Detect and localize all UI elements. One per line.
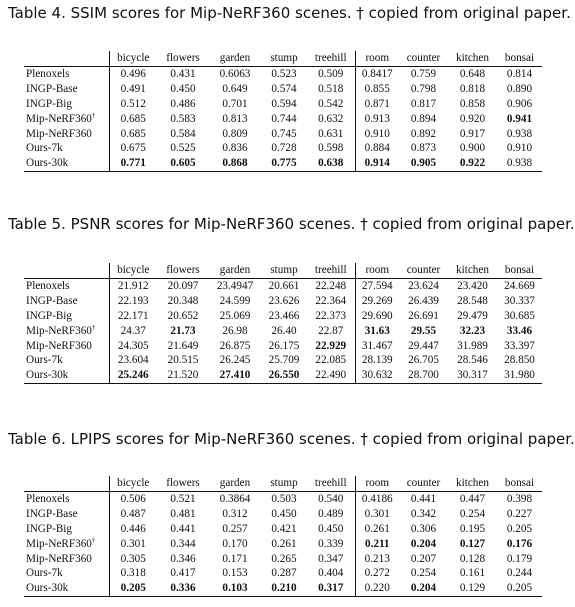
score-cell: 0.441 (170, 522, 196, 535)
score-cell: 23.420 (457, 279, 488, 292)
score-cell: 0.171 (222, 552, 248, 565)
table-row (24, 82, 542, 97)
score-cell: 0.261 (355, 522, 399, 537)
row-label: Ours-7k (26, 142, 63, 155)
score-cell: 0.873 (410, 142, 437, 155)
score-cell: 0.318 (109, 566, 157, 581)
score-cell: 0.8417 (355, 66, 399, 81)
row-label: Mip-NeRF360† (26, 322, 96, 337)
score-cell: 0.301 (355, 507, 399, 522)
score-cell: 0.161 (459, 567, 486, 580)
score-cell: 0.922 (448, 156, 497, 171)
table-row (24, 324, 542, 339)
column-header-stump: stump (261, 476, 307, 491)
score-cell: 0.728 (271, 142, 297, 155)
score-cell: 0.503 (271, 492, 297, 505)
score-cell: 0.265 (271, 552, 297, 565)
score-cell: 0.421 (271, 522, 297, 535)
score-cell: 0.210 (261, 581, 307, 596)
score-cell: 0.220 (355, 581, 399, 596)
column-header-kitchen: kitchen (448, 476, 497, 491)
score-cell: 27.594 (355, 278, 399, 293)
column-header-bonsai: bonsai (497, 476, 542, 491)
score-cell: 22.364 (315, 294, 347, 307)
column-header-flowers: flowers (157, 476, 209, 491)
score-cell: 0.127 (459, 537, 486, 550)
score-cell: 22.490 (307, 368, 355, 383)
score-cell: 21.649 (167, 339, 199, 352)
score-cell: 0.509 (318, 67, 344, 80)
column-header-counter: counter (399, 263, 448, 278)
corner-cell (24, 51, 109, 66)
row-label: Plenoxels (26, 492, 70, 505)
table-caption: Table 4. SSIM scores for Mip-NeRF360 scenes. † copied from original paper. (8, 4, 571, 22)
score-cell: 0.892 (410, 127, 437, 140)
score-cell: 23.624 (408, 279, 439, 292)
score-cell: 0.594 (271, 97, 297, 110)
score-cell: 33.397 (504, 339, 535, 352)
dagger-mark: † (91, 110, 96, 119)
score-cell: 0.312 (222, 507, 248, 520)
column-header-flowers: flowers (157, 51, 209, 66)
score-cell: 22.87 (318, 324, 344, 337)
table-row (24, 537, 542, 552)
score-cell: 0.813 (222, 112, 248, 125)
row-label: INGP-Base (26, 82, 78, 95)
score-cell: 30.685 (504, 309, 535, 322)
column-header-treehill: treehill (307, 476, 355, 491)
score-cell: 0.481 (170, 507, 196, 520)
column-header-counter: counter (399, 51, 448, 66)
score-cell: 0.632 (318, 112, 344, 125)
score-cell: 0.486 (170, 97, 196, 110)
column-header-kitchen: kitchen (448, 263, 497, 278)
table-row (24, 368, 542, 383)
column-header-bonsai: bonsai (497, 51, 542, 66)
score-cell: 31.980 (497, 368, 542, 383)
score-cell: 23.466 (268, 309, 300, 322)
score-cell: 0.817 (410, 97, 437, 110)
column-header-bonsai: bonsai (497, 263, 542, 278)
score-cell: 0.584 (170, 127, 196, 140)
table-6 (24, 476, 542, 597)
score-cell: 0.153 (222, 567, 248, 580)
score-cell: 0.450 (170, 82, 196, 95)
score-cell: 0.771 (109, 156, 157, 171)
row-label: INGP-Big (26, 97, 72, 110)
column-header-room: room (355, 263, 399, 278)
score-cell: 0.447 (459, 492, 486, 505)
column-header-stump: stump (261, 51, 307, 66)
score-cell: 0.317 (307, 581, 355, 596)
score-cell: 0.894 (410, 112, 437, 125)
score-cell: 22.248 (315, 279, 347, 292)
corner-cell (24, 263, 109, 278)
table-row (24, 552, 542, 567)
score-cell: 0.685 (109, 112, 157, 127)
column-header-garden: garden (209, 263, 261, 278)
score-cell: 0.129 (448, 581, 497, 596)
score-cell: 0.540 (318, 492, 344, 505)
column-header-bicycle: bicycle (109, 263, 157, 278)
score-cell: 0.638 (307, 156, 355, 171)
corner-cell (24, 476, 109, 491)
table-row (24, 112, 542, 127)
score-cell: 0.685 (109, 127, 157, 142)
score-cell: 22.085 (315, 354, 347, 367)
score-cell: 0.809 (222, 127, 248, 140)
dagger-mark: † (91, 535, 96, 544)
score-cell: 24.37 (109, 324, 157, 339)
score-cell: 0.798 (410, 82, 437, 95)
row-label: Ours-7k (26, 354, 63, 367)
score-cell: 26.439 (408, 294, 439, 307)
score-cell: 28.548 (457, 294, 488, 307)
score-cell: 0.244 (506, 567, 533, 580)
score-cell: 0.128 (459, 552, 486, 565)
score-cell: 0.506 (109, 491, 157, 506)
score-cell: 0.525 (170, 142, 196, 155)
score-cell: 20.652 (167, 309, 199, 322)
score-cell: 0.489 (318, 507, 344, 520)
column-header-flowers: flowers (157, 263, 209, 278)
score-cell: 0.938 (506, 127, 533, 140)
table-row (24, 294, 542, 309)
score-cell: 0.431 (170, 67, 196, 80)
score-cell: 0.179 (506, 552, 533, 565)
row-label: Ours-30k (24, 368, 109, 383)
score-cell: 0.917 (459, 127, 486, 140)
score-cell: 0.910 (355, 127, 399, 142)
table-row (24, 141, 542, 156)
row-label: Mip-NeRF360 (26, 552, 92, 565)
score-cell: 0.858 (459, 97, 486, 110)
score-cell: 24.599 (219, 294, 251, 307)
score-cell: 0.450 (271, 507, 297, 520)
row-label: Mip-NeRF360† (26, 110, 96, 125)
score-cell: 0.649 (222, 82, 248, 95)
table-row (24, 581, 542, 596)
score-cell: 0.205 (109, 581, 157, 596)
table-row (24, 97, 542, 112)
score-cell: 29.690 (355, 309, 399, 324)
score-cell: 26.691 (408, 309, 439, 322)
score-cell: 22.171 (109, 309, 157, 324)
score-cell: 0.287 (271, 567, 297, 580)
score-cell: 29.55 (410, 324, 437, 337)
score-cell: 23.4947 (216, 279, 254, 292)
score-cell: 28.850 (504, 354, 535, 367)
score-cell: 0.542 (318, 97, 344, 110)
table-row (24, 339, 542, 354)
score-cell: 21.912 (109, 278, 157, 293)
score-cell: 0.583 (170, 112, 196, 125)
score-cell: 32.23 (459, 324, 486, 337)
score-cell: 0.836 (222, 142, 248, 155)
column-header-room: room (355, 51, 399, 66)
score-cell: 0.914 (355, 156, 399, 171)
column-header-kitchen: kitchen (448, 51, 497, 66)
score-cell: 0.818 (459, 82, 486, 95)
table-row (24, 491, 542, 506)
score-cell: 26.98 (222, 324, 248, 337)
column-header-garden: garden (209, 476, 261, 491)
score-cell: 28.546 (457, 354, 488, 367)
column-header-stump: stump (261, 263, 307, 278)
score-cell: 0.205 (506, 522, 533, 535)
score-cell: 20.348 (167, 294, 199, 307)
score-cell: 0.306 (410, 522, 437, 535)
table-5 (24, 263, 542, 384)
score-cell: 20.515 (167, 354, 199, 367)
column-header-treehill: treehill (307, 263, 355, 278)
score-cell: 30.317 (448, 368, 497, 383)
score-cell: 0.336 (157, 581, 209, 596)
score-cell: 22.373 (315, 309, 347, 322)
score-cell: 31.63 (355, 324, 399, 339)
score-cell: 0.675 (109, 141, 157, 156)
score-cell: 0.745 (271, 127, 297, 140)
score-cell: 0.648 (459, 67, 486, 80)
score-cell: 28.700 (399, 368, 448, 383)
score-cell: 0.701 (222, 97, 248, 110)
column-header-bicycle: bicycle (109, 476, 157, 491)
column-header-garden: garden (209, 51, 261, 66)
row-label: Ours-30k (24, 581, 109, 596)
score-cell: 0.884 (355, 141, 399, 156)
score-cell: 0.261 (271, 537, 297, 550)
score-cell: 0.905 (399, 156, 448, 171)
score-cell: 0.205 (497, 581, 542, 596)
column-header-treehill: treehill (307, 51, 355, 66)
row-label: Plenoxels (26, 279, 70, 292)
score-cell: 26.245 (219, 354, 251, 367)
table-caption: Table 5. PSNR scores for Mip-NeRF360 scenes. † copied from original paper. (8, 215, 575, 233)
score-cell: 0.254 (410, 567, 437, 580)
score-cell: 25.709 (268, 354, 300, 367)
score-cell: 0.913 (355, 112, 399, 127)
score-cell: 29.269 (355, 294, 399, 309)
table-row (24, 309, 542, 324)
column-header-counter: counter (399, 476, 448, 491)
score-cell: 0.254 (459, 507, 486, 520)
score-cell: 0.868 (209, 156, 261, 171)
score-cell: 0.855 (355, 82, 399, 97)
score-cell: 0.521 (170, 492, 196, 505)
score-cell: 0.207 (410, 552, 437, 565)
score-cell: 0.446 (109, 522, 157, 537)
score-cell: 23.626 (268, 294, 300, 307)
score-cell: 26.40 (271, 324, 297, 337)
score-cell: 0.900 (459, 142, 486, 155)
score-cell: 0.4186 (355, 491, 399, 506)
score-cell: 31.989 (457, 339, 488, 352)
row-label: Plenoxels (26, 67, 70, 80)
table-row (24, 66, 542, 81)
score-cell: 0.305 (109, 552, 157, 567)
score-cell: 0.227 (506, 507, 533, 520)
score-cell: 0.744 (271, 112, 297, 125)
row-label: Ours-30k (24, 156, 109, 171)
score-cell: 0.775 (261, 156, 307, 171)
score-cell: 0.272 (355, 566, 399, 581)
score-cell: 0.631 (318, 127, 344, 140)
column-header-room: room (355, 476, 399, 491)
score-cell: 27.410 (209, 368, 261, 383)
table-row (24, 507, 542, 522)
score-cell: 20.661 (268, 279, 300, 292)
score-cell: 0.346 (170, 552, 196, 565)
score-cell: 0.906 (506, 97, 533, 110)
score-cell: 30.337 (504, 294, 535, 307)
table-4 (24, 51, 542, 172)
row-label: INGP-Big (26, 309, 72, 322)
score-cell: 28.139 (355, 353, 399, 368)
score-cell: 0.890 (506, 82, 533, 95)
score-cell: 0.204 (399, 581, 448, 596)
score-cell: 0.344 (170, 537, 196, 550)
score-cell: 0.496 (109, 66, 157, 81)
score-cell: 0.598 (318, 142, 344, 155)
score-cell: 23.604 (109, 353, 157, 368)
score-cell: 0.759 (410, 67, 437, 80)
score-cell: 25.246 (109, 368, 157, 383)
score-cell: 0.523 (271, 67, 297, 80)
row-label: INGP-Big (26, 522, 72, 535)
dagger-mark: † (91, 322, 96, 331)
score-cell: 0.176 (506, 537, 533, 550)
score-cell: 0.574 (271, 82, 297, 95)
score-cell: 0.518 (318, 82, 344, 95)
score-cell: 0.487 (109, 507, 157, 522)
score-cell: 21.73 (170, 324, 196, 337)
score-cell: 0.814 (506, 67, 533, 80)
score-cell: 0.347 (318, 552, 344, 565)
score-cell: 25.069 (219, 309, 251, 322)
score-cell: 0.339 (318, 537, 344, 550)
score-cell: 26.175 (268, 339, 300, 352)
score-cell: 29.447 (408, 339, 439, 352)
score-cell: 0.3864 (219, 492, 251, 505)
score-cell: 30.632 (355, 368, 399, 383)
column-header-bicycle: bicycle (109, 51, 157, 66)
score-cell: 26.875 (219, 339, 251, 352)
score-cell: 0.920 (459, 112, 486, 125)
score-cell: 0.941 (506, 112, 533, 125)
table-row (24, 353, 542, 368)
score-cell: 0.512 (109, 97, 157, 112)
score-cell: 26.705 (408, 354, 439, 367)
score-cell: 20.097 (167, 279, 199, 292)
row-label: Mip-NeRF360 (26, 127, 92, 140)
score-cell: 0.605 (157, 156, 209, 171)
score-cell: 0.170 (222, 537, 248, 550)
score-cell: 24.669 (504, 279, 535, 292)
table-row (24, 522, 542, 537)
table-row (24, 156, 542, 171)
score-cell: 0.910 (506, 142, 533, 155)
score-cell: 0.195 (459, 522, 486, 535)
table-row (24, 127, 542, 142)
score-cell: 0.938 (497, 156, 542, 171)
score-cell: 21.520 (157, 368, 209, 383)
row-label: INGP-Base (26, 507, 78, 520)
score-cell: 22.193 (109, 294, 157, 309)
score-cell: 0.417 (170, 567, 196, 580)
score-cell: 0.398 (506, 492, 533, 505)
score-cell: 0.211 (355, 537, 399, 552)
score-cell: 22.929 (315, 339, 347, 352)
score-cell: 0.301 (109, 537, 157, 552)
score-cell: 0.213 (355, 552, 399, 567)
score-cell: 0.6063 (219, 67, 251, 80)
score-cell: 24.305 (109, 339, 157, 354)
row-label: Mip-NeRF360† (26, 535, 96, 550)
score-cell: 29.479 (457, 309, 488, 322)
score-cell: 33.46 (506, 324, 533, 337)
row-label: INGP-Base (26, 294, 78, 307)
score-cell: 0.491 (109, 82, 157, 97)
score-cell: 0.404 (318, 567, 344, 580)
score-cell: 0.441 (410, 492, 437, 505)
score-cell: 0.257 (222, 522, 248, 535)
table-row (24, 278, 542, 293)
table-caption: Table 6. LPIPS scores for Mip-NeRF360 scenes. † copied from original paper. (8, 430, 575, 448)
table-row (24, 566, 542, 581)
score-cell: 31.467 (355, 339, 399, 354)
score-cell: 0.204 (410, 537, 437, 550)
score-cell: 0.450 (318, 522, 344, 535)
score-cell: 0.342 (410, 507, 437, 520)
score-cell: 0.103 (209, 581, 261, 596)
row-label: Ours-7k (26, 567, 63, 580)
score-cell: 26.550 (261, 368, 307, 383)
row-label: Mip-NeRF360 (26, 339, 92, 352)
score-cell: 0.871 (355, 97, 399, 112)
